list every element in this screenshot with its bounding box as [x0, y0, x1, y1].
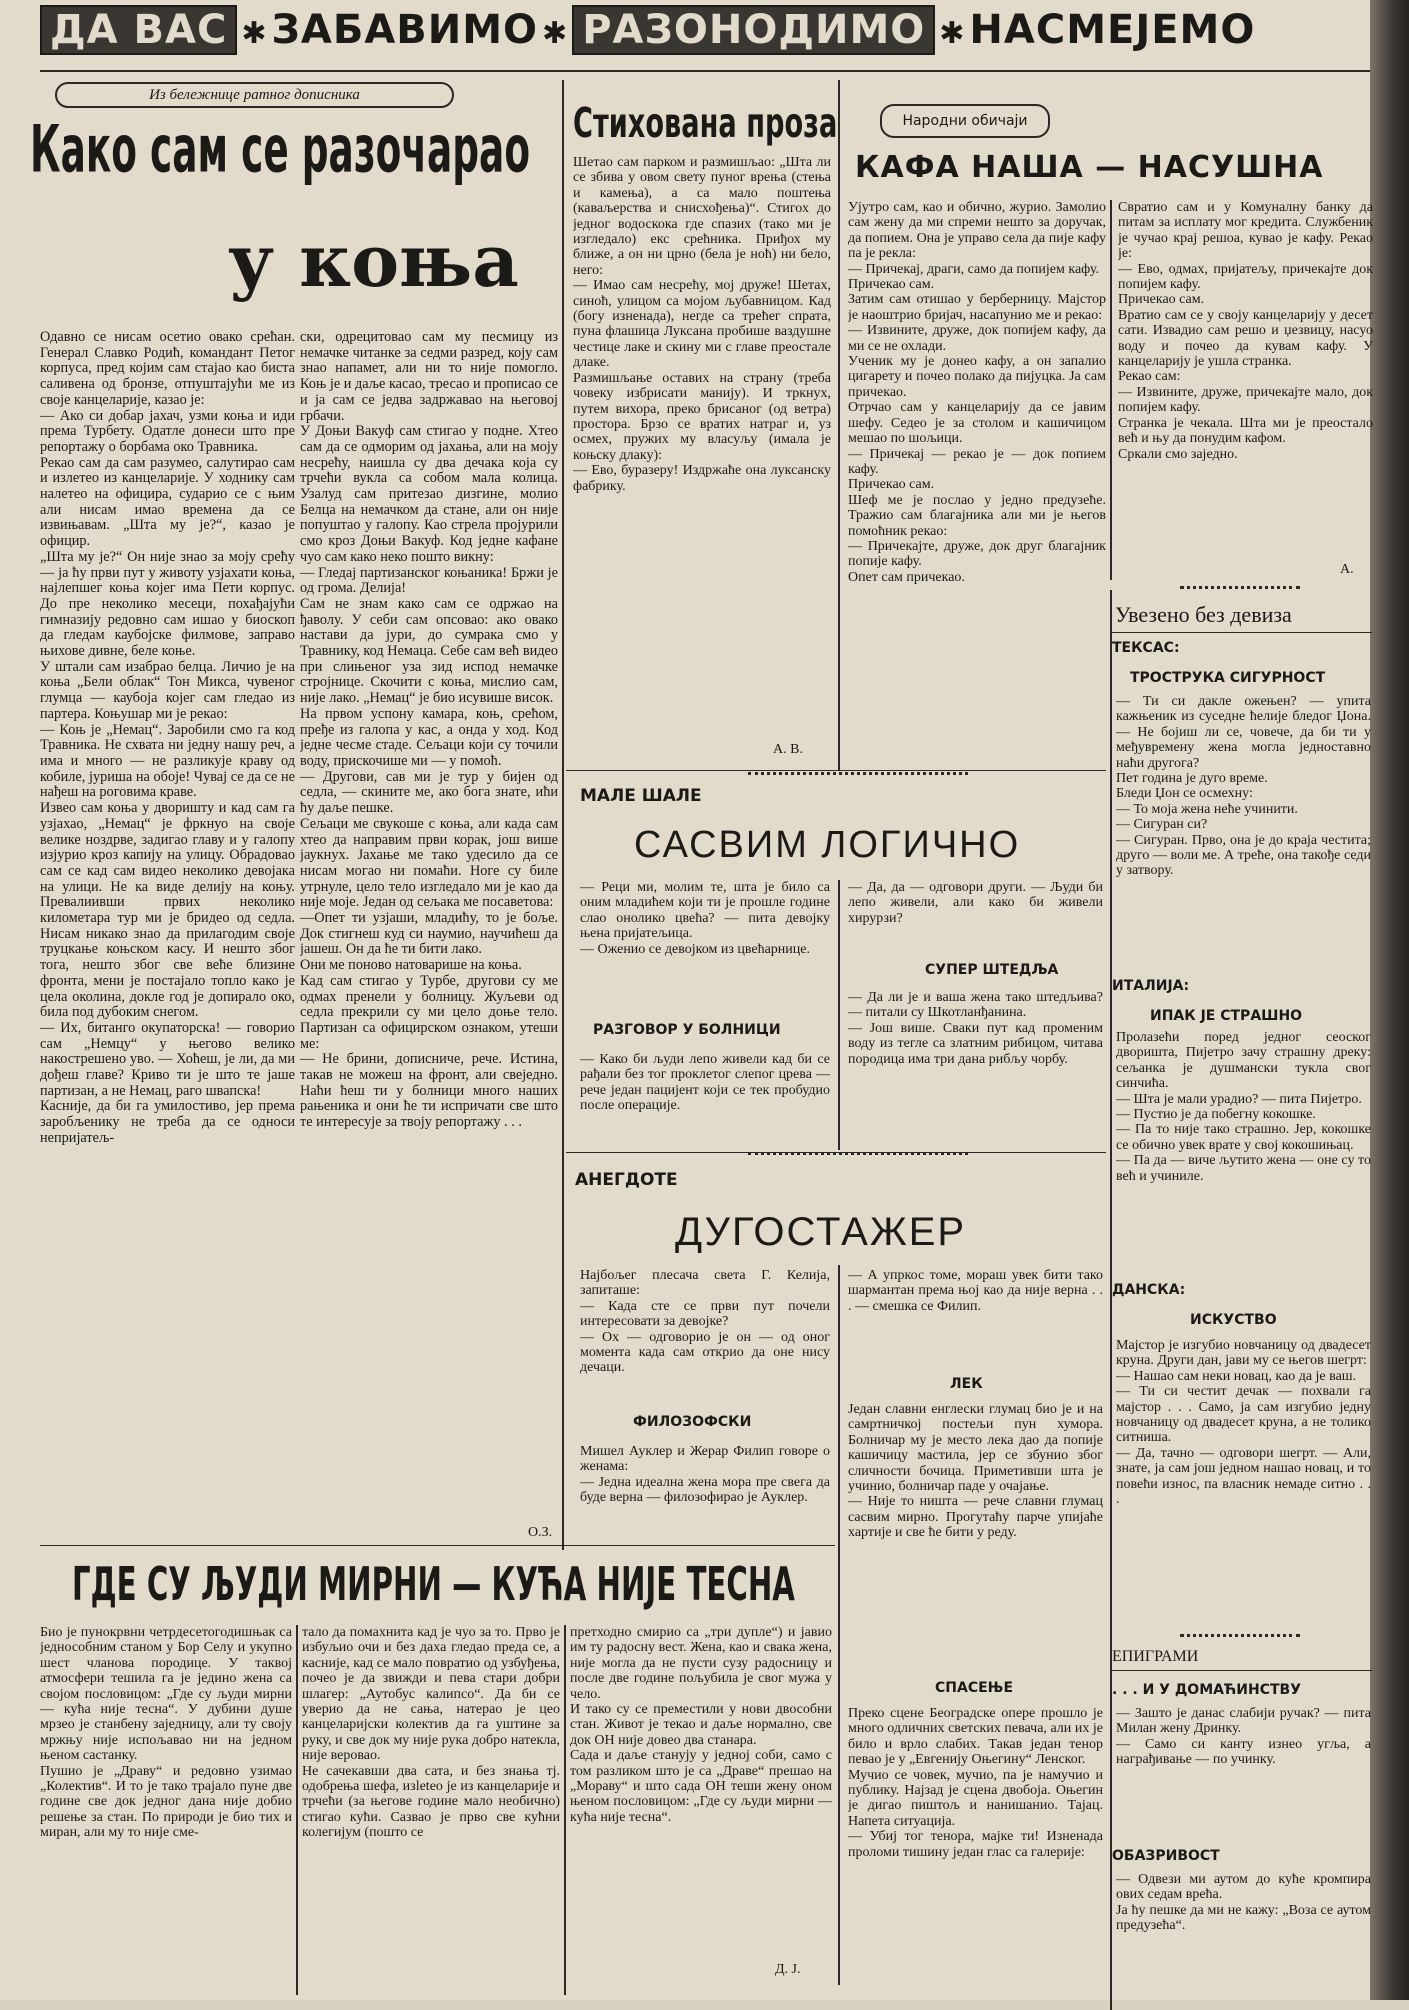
column-rule — [562, 80, 564, 1550]
uvezeno-sub-2: ИПАК ЈЕ СТРАШНО — [1150, 1008, 1303, 1024]
anegdote-sub-1: ФИЛОЗОФСКИ — [633, 1414, 752, 1430]
uvezeno-section-2 — [1116, 1030, 1371, 1270]
mali-sale-text-1: — Реци ми, молим те, шта је било са оним младићем који ти је прошле године слао онолико цвећа? — пита девојку њена пријатељица. — Оженио се девојком из цвећарнице. — [580, 880, 830, 957]
star-ornament-icon: ✱ — [939, 16, 966, 51]
article-konj-body-1: Одавно се нисам осетио овако срећан. Генерал Славко Родић, командант Петог корпуса, пред којим сам стајао као биста саливена од бронзе, отпуштајући ме из своје канцеларије, казао је: — Ако си добар јахач, узми коња и иди према Турбету. Одатле донеси што пре репортажу о борбама око Травника. Рекао сам да сам разумео, салутирао сам и излетео из канцеларије. У ходнику сам налетео на официра, сударио се с њим али нисам имао времена да се извињавам. „Шта му је?“, казао је официр. „Шта му је?“ Он није знао за моју срећу — ја ћу први пут у животу узјахати коња, најлепшег коња којег има Пети корпус. До пре неколико месеци, похађајући гимназију редовно сам ишао у биоскоп да гледам каубојске филмове, заправо њихове дивне, беле коње. У штали сам изабрао белца. Личио је на коња „Бели облак“ Тон Микса, чувеног глумца — каубоја којег сам гледао из партера. Коњушар ми је рекао: — Коњ је „Немац“. Заробили смо га код Травника. Не схвата ни једну нашу реч, а има и много — не разликује краву од кобиле, јуриша на обоје! Чувај се да се не нађеш на роговима краве. Извео сам коња у дворишту и кад сам га узјахао, „Немац“ је фркнуо на своје велике ноздрве, задигао главу и у галопу изјурио кроз капију на улицу. Обрадовао сам се кад сам видео неколико девојака на улици. Не ка виде делију на коњу. Превалиивши првих неколико километара тур ми је бридео од седла. Нисам никако знао да прилагодим своје труцкање коњском касу. И нешто због тога, нешто због све веће близине фронта, мени је постајало топло како је цела околина, докле год је допирало око, била под дубоким снегом. — Их, битанго окупаторска! — говорио сам „Немцу“ у његово велико накострешено уво. — Хоћеш, је ли, да ми дођеш главе? Криво ти је што те јаше партизан, а не Немац, раго швапска! Касније, да би га умилостиво, јер према заробљенику не треба да се односи непријатељ- — [40, 330, 295, 1146]
gde-su-col-1 — [40, 1625, 292, 1997]
anegdote-section-2 — [848, 1402, 1103, 1660]
article-konj-col-2 — [300, 330, 558, 1535]
column-rule — [838, 880, 840, 1150]
article-konj-kicker: Из бележнице ратног дописника — [55, 82, 454, 108]
column-rule — [296, 1625, 298, 1995]
uvezeno-text-2: Пролазећи поред једног сеоског дворишта, Пиjетро зачу страшну дреку: сељанка је душмански тукла свог синчића. — Шта је мали урадио? — пита Пиjетро. — Пустио је да побегну кокошке. — Па то није тако страшно. Јер, кокошке се обично увек врате у свој кокошињац. — Па да — виче љутито жена — оне су то већ и учиниле. — [1116, 1030, 1371, 1184]
gde-su-col-3 — [570, 1625, 832, 1955]
mali-sale-section-1 — [580, 1052, 830, 1152]
kafa-signature: А. — [1340, 562, 1354, 577]
uvezeno-section-3 — [1116, 1338, 1371, 1633]
column-rule — [838, 80, 840, 770]
article-konj-headline-2: у коња — [228, 218, 519, 303]
uvezeno-rule — [1112, 632, 1372, 633]
epigrami-sub-1: . . . И У ДОМАЋИНСТВУ — [1112, 1682, 1301, 1698]
anegdote-kicker: АНЕГДОТЕ — [575, 1170, 678, 1190]
mali-sale-sub-text-2: — Да ли је и ваша жена тако штедљива? — питали су Шкотланђанина. — Још више. Сваки пут кад променим воду из тегле са златним рибицом, читава породица има три дана рибљу чорбу. — [848, 990, 1103, 1067]
mali-sale-headline: САСВИМ ЛОГИЧНО — [634, 824, 1021, 866]
anegdote-text-1: Најбољег плесача света Г. Келија, запиташе: — Када сте се први пут почели интересовати за девојке? — Ох — одговорио је он — од оног момента када сам открио да оне нису дечаци. — [580, 1268, 830, 1376]
mali-sale-sub-text-1: — Како би људи лепо живели кад би се рађали без тог проклетог слепог црева — рече један пацијент који се тек пробудио после операције. — [580, 1052, 830, 1114]
masthead-part-1: ДА ВАС — [40, 5, 237, 55]
epigrami-kicker: ЕПИГРАМИ — [1112, 1648, 1199, 1665]
uvezeno-sub-3: ИСКУСТВО — [1190, 1312, 1277, 1328]
epigrami-section-2 — [1116, 1872, 1371, 1992]
anegdote-sub-text-1: Мишел Ауклер и Жерар Филип говоре о женама: — Једна идеална жена мора пре свега да буде верна — филозофирао је Ауклер. — [580, 1444, 830, 1506]
mali-sale-kicker: МАЛЕ ШАЛЕ — [580, 786, 702, 806]
dotted-divider — [1180, 586, 1300, 589]
uvezeno-headline: Увезено без девиза — [1115, 602, 1292, 627]
masthead-rule — [40, 70, 1370, 72]
dotted-divider — [1180, 1634, 1300, 1637]
column-rule — [564, 1625, 566, 1995]
uvezeno-country-2: ИТАЛИЈА: — [1112, 978, 1190, 994]
anegdote-sub-text-3: Преко сцене Београдске опере прошло је много одличних светских певача, али их је било и врло слабих. Такав један тенор певао је у „Евгенију Оњегину“ Ленског. Мучио се човек, мучио, па је намучио и публику. Најзад је сцена двобоја. Оњегин је дигао пиштољ и нанишанио. Тајац. Напета ситуација. — Убиј тог тенора, мајке ти! Изненада проломи тишину један глас са галерије: — [848, 1706, 1103, 1860]
section-rule — [40, 1545, 835, 1546]
uvezeno-country-1: ТЕКСАС: — [1112, 640, 1180, 656]
article-konj-signature: О.З. — [528, 1525, 553, 1540]
masthead-part-3: РАЗОНОДИМО — [572, 5, 935, 55]
mali-sale-col-2 — [848, 880, 1103, 940]
gde-su-text-3: претходно смирио са „три дупле“) и јавио им ту радосну вест. Жена, као и свака жена, није могла да не пусти сузу радосницу и после две године пољубила је свог мужа у чело. И тако су се преместили у нови двособни стан. Живот је текао и даље нормално, све док ОН није довео два станара. Сада и даље станују у једној соби, само с том разликом што је са „Драве“ прешао на „Мораву“ и што сада ОН теши жену оном њеном пословицом: „Где су људи мирни — кућа није тесна“. — [570, 1625, 832, 1825]
kafa-col-1 — [848, 200, 1106, 760]
anegdote-col-2 — [848, 1268, 1103, 1348]
anegdote-section-3 — [848, 1706, 1103, 1996]
anegdote-sub-2: ЛЕК — [950, 1376, 983, 1392]
section-rule — [566, 770, 1106, 771]
kafa-col-2 — [1118, 200, 1373, 580]
uvezeno-sub-1: ТРОСТРУКА СИГУРНОСТ — [1130, 670, 1326, 686]
kafa-body-1: Ујутро сам, као и обично, журио. Замолио сам жену да ми спреми нешто за доручак, да попием. Она је управо села да пије кафу па је рекла: — Причекај, драги, само да попијем кафу. Причекао сам. Затим сам отишао у берберницу. Мајстор је наоштрио бријач, насапунио ме и рекао: — Извините, друже, док попијем кафу, да ми се не охлади. Ученик му је донео кафу, а он запалио цигарету и почео полако да пијуцка. Ја сам причекао. Отрчао сам у канцеларију да се јавим шефу. Седео је за столом и кашичицом мешао по шољици. — Причекај — рекао је — док попием кафу. Причекао сам. Шеф ме је послао у једно предузеће. Тражио сам благајника али ми је његов помоћник рекао: — Причекајте, друже, док друг благајник попије кафу. Опет сам причекао. — [848, 200, 1106, 585]
uvezeno-section-1 — [1116, 694, 1371, 969]
gde-su-signature: Д. Ј. — [775, 1962, 801, 1977]
kafa-headline: КАФА НАША — НАСУШНА — [855, 150, 1324, 185]
mali-sale-col-1 — [580, 880, 830, 1010]
stihovana-signature: А. В. — [773, 742, 803, 757]
gde-su-text-1: Био је пунокрвни четрдесетогодишњак са једнособним станом у Бор Селу и укупно шест чланова породице. У таквој атмосфери тешила га је једино жена са својом пословицом: „Где су људи мирни — кућа није тесна“. У дубини душе мрзео је станбену заједницу, али ту своју мржњу није испољавао ни на једном њеном састанку. Пушио је „Драву“ и редовно узимао „Колектив“. И то је тако трајало пуне две године све док једног дана није добио решење за стан. По природи је био тих и миран, али му то није сме- — [40, 1625, 292, 1841]
gde-su-col-2 — [302, 1625, 560, 1997]
star-ornament-icon: ✱ — [542, 16, 569, 51]
stihovana-column — [573, 155, 831, 745]
column-rule — [1110, 590, 1112, 2010]
star-ornament-icon: ✱ — [241, 16, 268, 51]
mali-sale-sub-2: СУПЕР ШТЕДЉА — [925, 962, 1059, 978]
epigrami-sub-2: ОБАЗРИВОСТ — [1112, 1848, 1220, 1864]
anegdote-sub-text-2: Један славни енглески глумац био је и на самртничкој постељи пун хумора. Болничар му је место лека дао да попије кашичицу мастила, јер се збунио због сличности бочица. Приметивши шта је учинио, болничар паде у очајање. — Није то ништа — рече славни глумац сасвим мирно. Прогутаћу парче упијаће хартије и све ће бити у реду. — [848, 1402, 1103, 1541]
article-konj-col-1 — [40, 330, 295, 1530]
uvezeno-country-3: ДАНСКА: — [1112, 1282, 1186, 1298]
dotted-divider — [748, 772, 968, 775]
epigrami-section-1 — [1116, 1706, 1371, 1826]
anegdote-sub-3: СПАСЕЊЕ — [935, 1680, 1014, 1696]
anegdote-section-1 — [580, 1444, 830, 1544]
kafa-body-2: Свратио сам и у Комуналну банку да питам за исплату мог кредита. Службеник је чучао крај решоа, кувао је кафу. Рекао је: — Ево, одмах, пријатељу, причекајте док попијем кафу. Причекао сам. Вратио сам се у своју канцеларију у десет сати. Извадио сам решо и џезвицу, насуо воду и почео да кувам кафу. У канцеларију је ушла странка. Рекао сам: — Извините, друже, причекајте мало, док попијем кафу. Странка је чекала. Шта ми је преостало већ и њу да понудим кафом. Сркали смо заједно. — [1118, 200, 1373, 462]
article-konj-body-2: ски, одрецитовао сам му песмицу из немачке читанке за седми разред, коју сам знао напамет, али ни то није помогло. Коњ је и даље касао, тресао и прописао се и ја сам се једва задржавао на његовој грбачи. У Доњи Вакуф сам стигао у подне. Хтео сам да се одморим од јахања, али на моју несрећу, наишла су два дечака која су трчећи вукла са собом мала колица. Узалуд сам притезао дизгине, молио Белца на немачком да стане, али он није попуштао у галопу. Као стрела пројурили смо кроз Доњи Вакуф. Код једне кафане чуо сам како неко пошто викну: — Гледај партизанског коњаника! Бржи је од грома. Делија! Сам не знам како сам се одржао на ђаволу. У себи сам опсовао: ако овако настави да јури, до сумрака смо у Травнику, код Немаца. Себе сам већ видео при слињеног уза зид испод немачке стројнице. Скочити с коња, мислио сам, није лако. „Немац“ је био исувише висок. На првом успону камара, коњ, срећом, пређе из галопа у кас, а онда у ход. Код једне чесме стаде. Сељаци који су точили воду, прискочише ми — у помоћ. — Другови, сав ми је тур у бијен од седла, — скините ме, ако бога знате, ићи ћу даље пешке. Сељаци ме свукоше с коња, али када сам хтео да направим први корак, још више јаукнух. Јахање ме тако удесило да се нисам могао ни помаћи. Ноге су биле утрнуле, цело тело изгледало ми је као да није моје. Један од сељака ме посаветова: —Опет ти узјаши, младићу, то је боље. Док стигнеш куд си наумио, научићеш да јашеш. Он да ће ти бити лако. Они ме поново натоварише на коња. Кад сам стигао у Турбе, другови су ме одмах пренели у болницу. Жуљеви од седла прекрили су ми цело доње тело. Партизан са официрском ознаком, утеши ме: — Не брини, дописниче, рече. Истина, такав не можеш на фронт, али свеједно. Наћи ћеш ти у болници много наших рањеника и они ће ти испричати све што те интересује за твоју репортажу . . . — [300, 330, 558, 1131]
anegdote-headline: ДУГОСТАЖЕР — [675, 1210, 967, 1254]
page-edge-shadow — [1370, 0, 1409, 2000]
stihovana-body: Шетао сам парком и размишљао: „Шта ли се збива у овом свету пуног врења (стења и камења), а са мало поштења (каваљерства и снисхођења)“. Стигох до једног водоскока где спазих (тако ми је изгледало) екс срећника. Приђох му ближе, а он ни црно (бела је ноћ) ни бело, него: — Имао сам несрећу, мој друже! Шетах, синоћ, улицом са мојом љубавницом. Кад (богу изненада), негде са трећег спрата, пуна флашица Луксана пробише ваздушне честице лаке и скину ми с главе преостале длаке. Размишљање оставих на страну (треба човеку избрисати манију). И тркнух, путем вихора, преко брисаног (од ветра) простора. Брзо се вратих натраг и, уз осмех, пружих му власуљу (имала је коњску длаку): — Ево, буразеру! Издржаће она луксанску фабрику. — [573, 155, 831, 494]
anegdote-col-1 — [580, 1268, 830, 1378]
mali-sale-section-2 — [848, 990, 1103, 1150]
epigrami-rule — [1112, 1670, 1372, 1671]
kafa-kicker: Народни обичаји — [880, 104, 1050, 138]
epigrami-text-1: — Зашто је данас слабији ручак? — пита Милан жену Дринку. — Само си канту изнео угља, а награђивање — по учинку. — [1116, 1706, 1371, 1768]
uvezeno-text-1: — Ти си дакле ожењен? — упита кажњеник из суседне ћелије бледог Џона. — Не бојиш ли се, човече, да би ти у међувремену жена могла једноставно наћи другога? Пет година је дуго време. Бледи Џон се осмехну: — То моја жена неће учинити. — Сигуран си? — Сигуран. Прво, она је до краја честита; друго — воли ме. А треће, она такође седи у затвору. — [1116, 694, 1371, 879]
masthead-part-4: НАСМЕЈЕМО — [969, 7, 1256, 53]
masthead-part-2: ЗАБАВИМО — [271, 7, 539, 53]
gde-su-text-2: тало да помахнита кад је чуо за то. Прво је избуљио очи и без даха гледао преда се, а касније, кад се мало повратио од узбуђења, почео је да звижди и пева стари добри шлагер: „Аутобус калипсо“. Да би се уверио да не сања, натерао је цео канцеларијски колектив да га уштине за руку, и све док му није рука добро натекла, није веровао. Не сачекавши два сата, и без знања тј. одобрења шефа, изletео је из канцеларије и трчећи (за његове године мало необично) стигао кући. Сазвао је прво све кућни колегијум (пошто се — [302, 1625, 560, 1841]
anegdote-text-2: — А упркос томе, мораш увек бити тако шармантан према њој као да није верна . . . — смешка се Филип. — [848, 1268, 1103, 1314]
section-rule — [566, 1152, 1106, 1153]
uvezeno-text-3: Мајстор је изгубио новчаницу од двадесет круна. Други дан, јави му се његов шегрт: — Нашао сам неки новац, као да је ваш. — Ти си честит дечак — похвали га мајстор . . . Само, ја сам изгубио једну новчаницу од двадесет круна, а не толико ситниша. — Да, тачно — одговори шегрт. — Али, знате, ја сам још једном нашао новац, и то повећи износ, па власник немаде ситно . . . — [1116, 1338, 1371, 1508]
mali-sale-text-2: — Да, да — одговори други. — Људи би лепо живели, али како би живели хирурзи? — [848, 880, 1103, 926]
column-rule — [838, 1265, 840, 1985]
stihovana-headline: Стихована проза — [573, 100, 838, 148]
epigrami-text-2: — Одвези ми аутом до куће кромпира ових седам врећа. Ја ћу пешке да ми не кажу: „Воза се аутом предузећа“. — [1116, 1872, 1371, 1934]
mali-sale-sub-1: РАЗГОВОР У БОЛНИЦИ — [593, 1022, 781, 1038]
masthead — [40, 0, 1370, 68]
gde-su-headline: ГДЕ СУ ЉУДИ МИРНИ — КУЋА НИЈЕ ТЕСНА — [72, 1558, 795, 1612]
article-konj-headline-1: Како сам се разочарао — [30, 112, 531, 188]
column-rule — [1110, 200, 1112, 580]
